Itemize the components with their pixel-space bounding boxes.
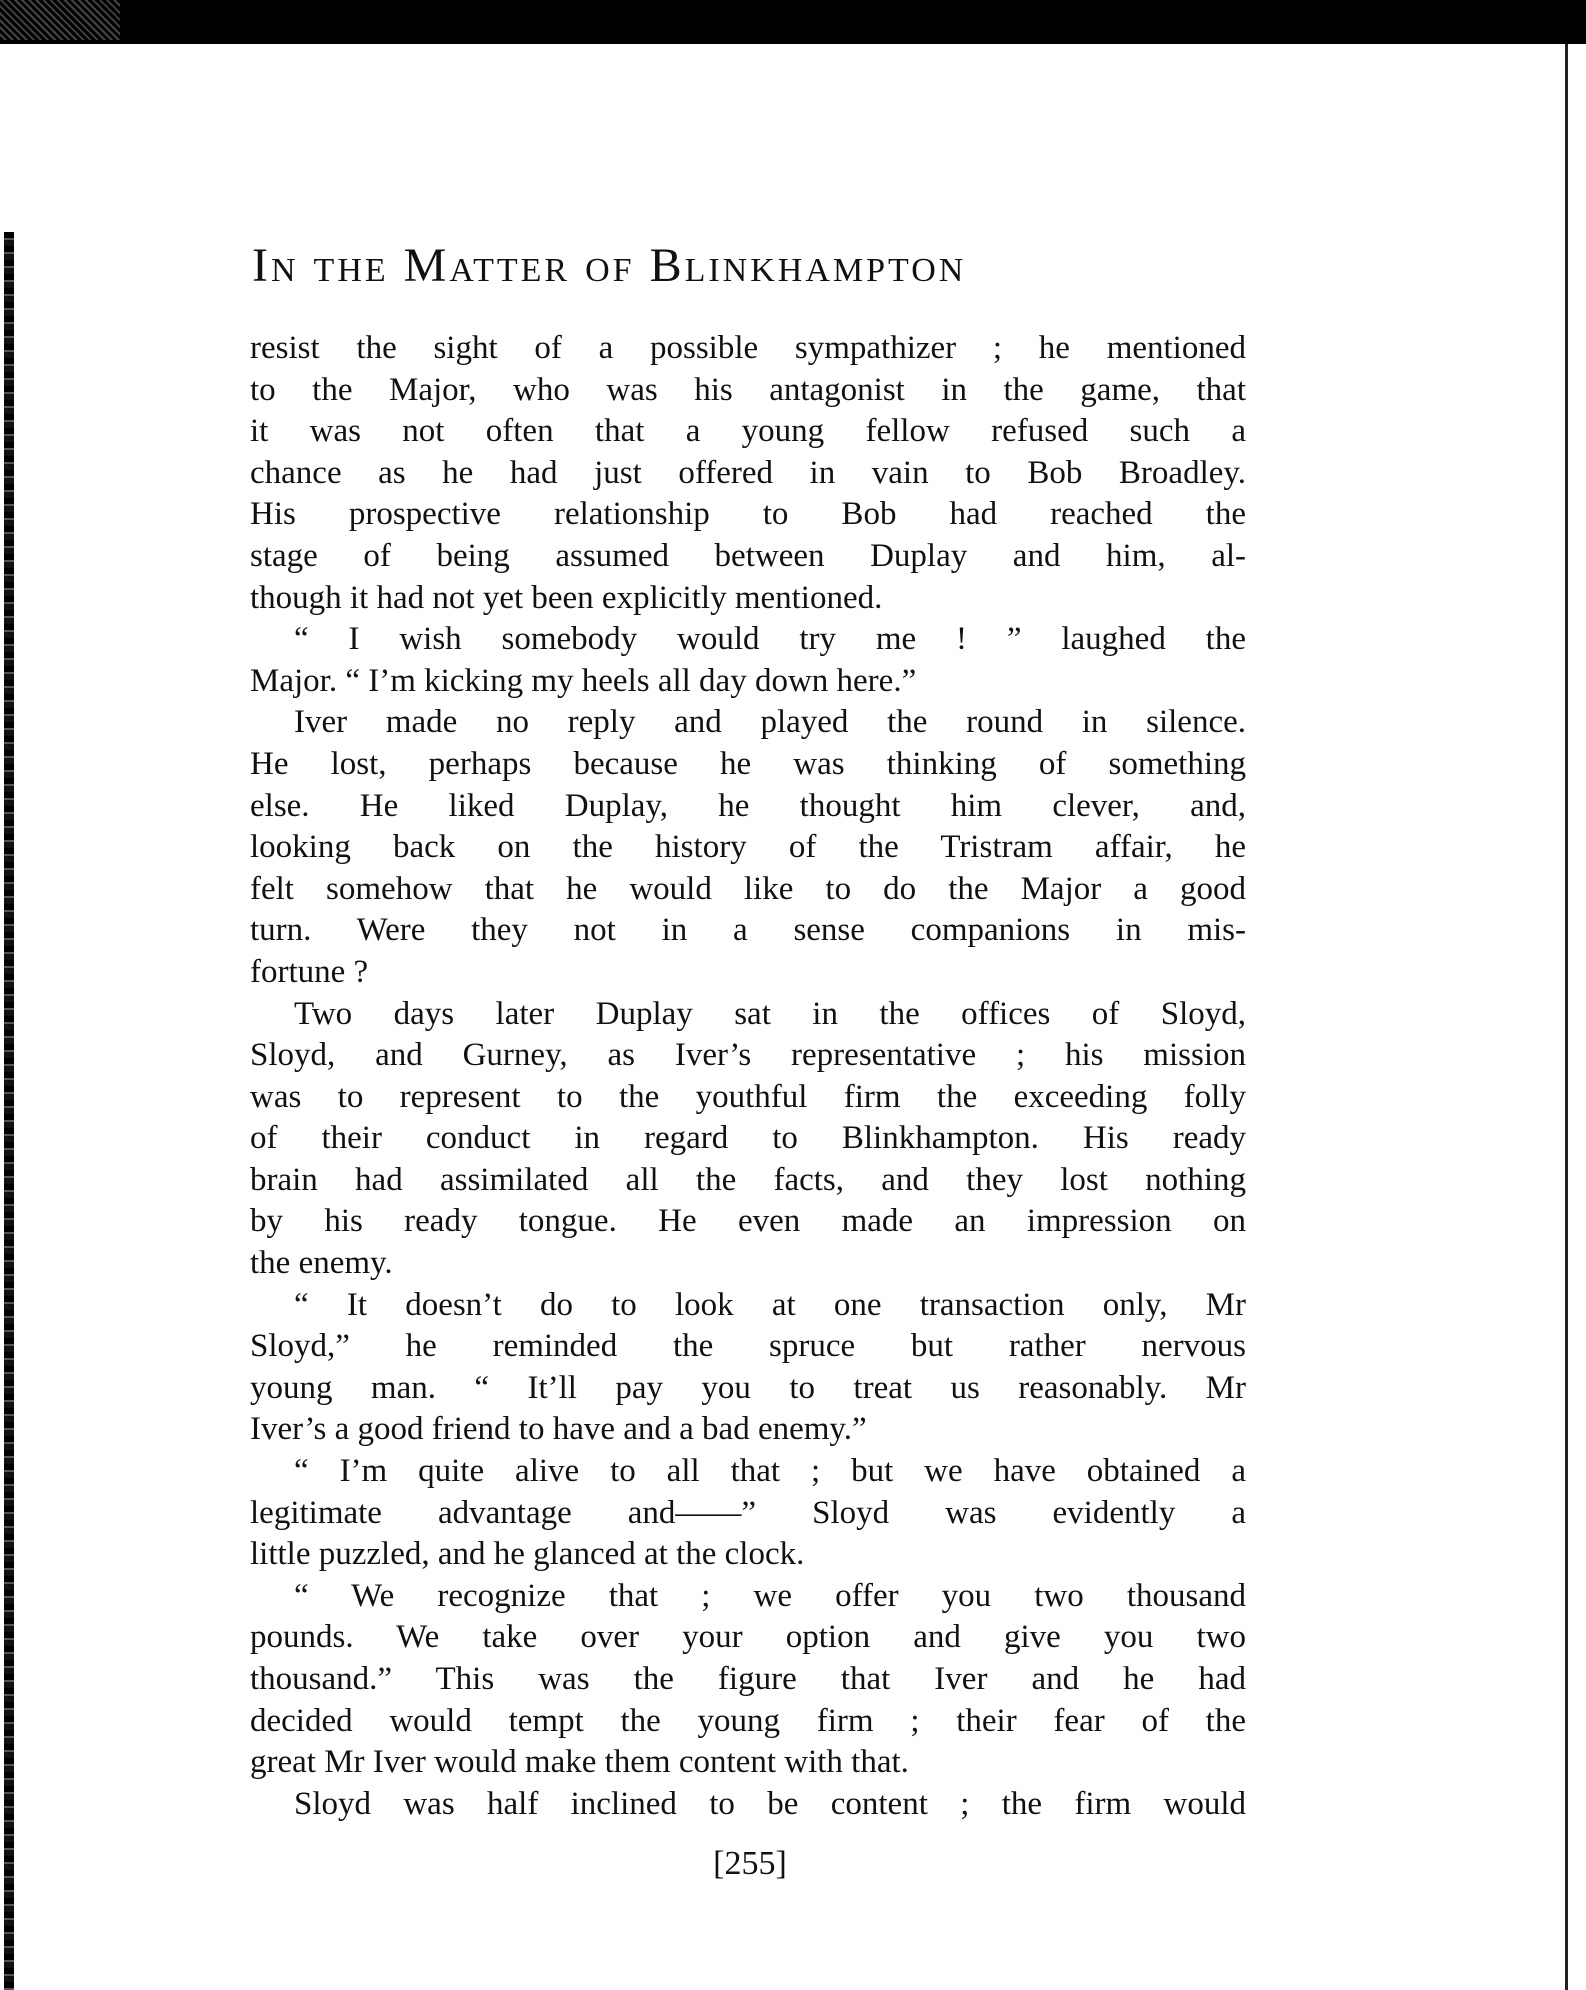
text-line: to the Major, who was his antagonist in the game, that xyxy=(250,371,1246,408)
running-head-part: B xyxy=(649,239,685,292)
text-line: stage of being assumed between Duplay and him, al- xyxy=(250,537,1246,574)
running-head-part: OF xyxy=(585,252,635,289)
running-head-part: LINKHAMPTON xyxy=(684,252,967,289)
text-line: young man. “ It’ll pay you to treat us reasonably. Mr xyxy=(250,1369,1246,1406)
text-line: “ I wish somebody would try me ! ” laughed the xyxy=(294,621,1246,658)
text-line: Sloyd, and Gurney, as Iver’s representative ; his mission xyxy=(250,1037,1246,1074)
text-line: pounds. We take over your option and give you two xyxy=(250,1619,1246,1656)
body-text xyxy=(250,328,1246,1825)
text-line: “ We recognize that ; we offer you two thousand xyxy=(294,1577,1246,1614)
text-line: His prospective relationship to Bob had reached the xyxy=(250,496,1246,533)
text-line: brain had assimilated all the facts, and they lost nothing xyxy=(250,1161,1246,1198)
text-line: Major. “ I’m kicking my heels all day down here.” xyxy=(250,662,917,699)
text-line: Sloyd was half inclined to be content ; the firm would xyxy=(294,1785,1246,1822)
running-head xyxy=(252,238,1246,293)
text-line: else. He liked Duplay, he thought him clever, and, xyxy=(250,787,1246,824)
text-line: though it had not yet been explicitly mentioned. xyxy=(250,579,883,616)
text-line: “ It doesn’t do to look at one transaction only, Mr xyxy=(294,1286,1246,1323)
running-head-part: I xyxy=(252,239,271,292)
text-line: by his ready tongue. He even made an impression on xyxy=(250,1203,1246,1240)
text-line: Iver’s a good friend to have and a bad enemy.” xyxy=(250,1411,867,1448)
scan-noise xyxy=(0,0,120,40)
text-line: looking back on the history of the Tristram affair, he xyxy=(250,829,1246,866)
text-line: of their conduct in regard to Blinkhampton. His ready xyxy=(250,1120,1246,1157)
text-line: Two days later Duplay sat in the offices of Sloyd, xyxy=(294,995,1246,1032)
page-number: [255] xyxy=(713,1845,787,1882)
text-line: chance as he had just offered in vain to Bob Broadley. xyxy=(250,454,1246,491)
text-line: He lost, perhaps because he was thinking of something xyxy=(250,745,1246,782)
text-line: decided would tempt the young firm ; their fear of the xyxy=(250,1702,1246,1739)
text-line: felt somehow that he would like to do the Major a good xyxy=(250,870,1246,907)
text-line: was to represent to the youthful firm the exceeding folly xyxy=(250,1078,1246,1115)
text-line: little puzzled, and he glanced at the clock. xyxy=(250,1536,805,1573)
scan-top-border xyxy=(0,0,1586,44)
running-head-part: ATTER xyxy=(449,252,571,289)
scan-right-edge xyxy=(1565,44,1568,1990)
text-line: fortune ? xyxy=(250,953,369,990)
text-line: great Mr Iver would make them content with that. xyxy=(250,1744,909,1781)
text-line: Iver made no reply and played the round in silence. xyxy=(294,704,1246,741)
running-head-part: N xyxy=(270,252,299,289)
text-line: turn. Were they not in a sense companions in mis- xyxy=(250,912,1246,949)
running-head-part: M xyxy=(403,239,450,292)
text-line: it was not often that a young fellow refused such a xyxy=(250,413,1246,450)
text-line: resist the sight of a possible sympathizer ; he mentioned xyxy=(250,330,1246,366)
text-line: thousand.” This was the figure that Iver and he had xyxy=(250,1661,1246,1697)
text-line: the enemy. xyxy=(250,1245,393,1282)
text-line: Sloyd,” he reminded the spruce but rather nervous xyxy=(250,1328,1246,1365)
scan-left-edge xyxy=(4,232,14,1990)
text-line: legitimate advantage and——” Sloyd was evidently a xyxy=(250,1494,1246,1531)
running-head-part: THE xyxy=(313,252,389,289)
text-line: “ I’m quite alive to all that ; but we have obtained a xyxy=(294,1453,1246,1490)
